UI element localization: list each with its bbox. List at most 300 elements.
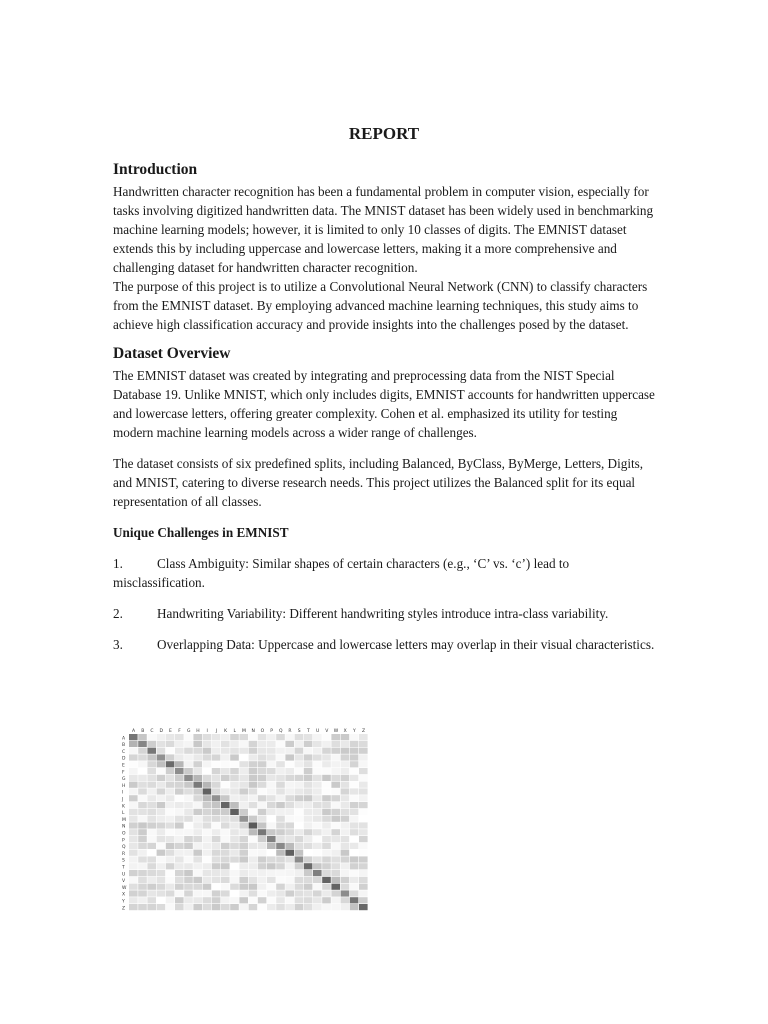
matrix-cell — [157, 884, 166, 890]
matrix-cell — [166, 822, 175, 828]
matrix-cell — [341, 850, 350, 856]
matrix-cell — [249, 816, 258, 822]
matrix-cell — [184, 890, 193, 896]
matrix-cell — [285, 761, 294, 767]
matrix-cell — [129, 775, 138, 781]
report-title: REPORT — [348, 124, 420, 143]
matrix-cell — [276, 748, 285, 754]
matrix-cell — [157, 734, 166, 740]
matrix-cell — [166, 816, 175, 822]
matrix-cell — [304, 829, 313, 835]
matrix-cell — [267, 802, 276, 808]
matrix-cell — [331, 748, 340, 754]
matrix-cell — [221, 843, 230, 849]
matrix-cell — [276, 829, 285, 835]
matrix-cell — [304, 863, 313, 869]
matrix-cell — [304, 741, 313, 747]
matrix-cell — [193, 775, 202, 781]
matrix-cell — [157, 904, 166, 910]
matrix-cell — [147, 884, 156, 890]
matrix-cell — [313, 748, 322, 754]
matrix-cell — [239, 904, 248, 910]
matrix-cell — [184, 795, 193, 801]
matrix-cell — [203, 843, 212, 849]
matrix-cell — [313, 782, 322, 788]
matrix-cell — [175, 768, 184, 774]
matrix-cell — [341, 748, 350, 754]
matrix-cell — [129, 768, 138, 774]
matrix-column-label: N — [251, 729, 255, 734]
matrix-cell — [193, 795, 202, 801]
matrix-cell — [221, 788, 230, 794]
matrix-cell — [166, 884, 175, 890]
matrix-cell — [193, 890, 202, 896]
matrix-cell — [249, 836, 258, 842]
matrix-cell — [212, 809, 221, 815]
matrix-cell — [258, 897, 267, 903]
matrix-cell — [129, 761, 138, 767]
matrix-cell — [341, 741, 350, 747]
matrix-cell — [341, 734, 350, 740]
matrix-cell — [313, 761, 322, 767]
matrix-cell — [341, 809, 350, 815]
matrix-cell — [331, 795, 340, 801]
matrix-cell — [193, 829, 202, 835]
matrix-cell — [239, 836, 248, 842]
matrix-cell — [147, 870, 156, 876]
matrix-cell — [295, 850, 304, 856]
matrix-cell — [239, 802, 248, 808]
matrix-cell — [359, 788, 368, 794]
matrix-cell — [129, 754, 138, 760]
matrix-row-label: X — [122, 892, 126, 898]
matrix-cell — [193, 863, 202, 869]
matrix-cell — [249, 829, 258, 835]
matrix-cell — [175, 782, 184, 788]
matrix-row-label: I — [122, 790, 124, 796]
matrix-cell — [239, 843, 248, 849]
matrix-cell — [221, 741, 230, 747]
matrix-cell — [175, 761, 184, 767]
matrix-cell — [147, 782, 156, 788]
matrix-cell — [258, 816, 267, 822]
matrix-row-label: U — [122, 872, 126, 878]
matrix-cell — [193, 802, 202, 808]
matrix-cell — [249, 843, 258, 849]
matrix-cell — [304, 904, 313, 910]
matrix-cell — [359, 850, 368, 856]
matrix-cell — [267, 754, 276, 760]
matrix-cell — [313, 843, 322, 849]
matrix-cell — [175, 802, 184, 808]
matrix-cell — [147, 877, 156, 883]
matrix-cell — [249, 761, 258, 767]
matrix-cell — [350, 850, 359, 856]
matrix-cell — [230, 843, 239, 849]
matrix-cell — [157, 795, 166, 801]
matrix-cell — [221, 761, 230, 767]
matrix-column-label: Q — [279, 729, 283, 734]
matrix-cell — [193, 782, 202, 788]
matrix-cell — [341, 884, 350, 890]
matrix-cell — [295, 829, 304, 835]
matrix-cell — [249, 802, 258, 808]
matrix-cell — [276, 897, 285, 903]
matrix-cell — [331, 890, 340, 896]
matrix-cell — [295, 734, 304, 740]
matrix-column-label: M — [242, 729, 246, 734]
matrix-cell — [350, 822, 359, 828]
matrix-cell — [138, 741, 147, 747]
matrix-cell — [295, 877, 304, 883]
matrix-cell — [239, 761, 248, 767]
matrix-cell — [212, 748, 221, 754]
matrix-cell — [184, 877, 193, 883]
matrix-cell — [203, 775, 212, 781]
matrix-cell — [157, 782, 166, 788]
matrix-cell — [175, 884, 184, 890]
matrix-cell — [350, 829, 359, 835]
matrix-cell — [331, 850, 340, 856]
matrix-cell — [249, 877, 258, 883]
matrix-cell — [285, 782, 294, 788]
matrix-cell — [331, 816, 340, 822]
matrix-cell — [212, 870, 221, 876]
matrix-cell — [267, 741, 276, 747]
matrix-cell — [313, 836, 322, 842]
matrix-cell — [147, 816, 156, 822]
matrix-cell — [203, 761, 212, 767]
matrix-row-label: J — [122, 797, 124, 803]
matrix-cell — [157, 843, 166, 849]
matrix-cell — [221, 768, 230, 774]
matrix-cell — [221, 877, 230, 883]
matrix-column-label: Y — [353, 729, 356, 734]
matrix-cell — [230, 836, 239, 842]
matrix-cell — [157, 856, 166, 862]
matrix-row-label: M — [122, 817, 126, 823]
matrix-cell — [175, 775, 184, 781]
matrix-cell — [276, 870, 285, 876]
matrix-cell — [304, 788, 313, 794]
matrix-cell — [212, 816, 221, 822]
matrix-cell — [212, 836, 221, 842]
matrix-cell — [129, 863, 138, 869]
matrix-cell — [175, 795, 184, 801]
matrix-cell — [157, 836, 166, 842]
matrix-cell — [359, 890, 368, 896]
matrix-cell — [295, 816, 304, 822]
matrix-cell — [285, 829, 294, 835]
matrix-cell — [341, 836, 350, 842]
matrix-cell — [157, 863, 166, 869]
matrix-cell — [157, 802, 166, 808]
matrix-cell — [359, 754, 368, 760]
matrix-cell — [212, 768, 221, 774]
matrix-cell — [331, 754, 340, 760]
matrix-cell — [285, 836, 294, 842]
matrix-cell — [184, 748, 193, 754]
matrix-cell — [304, 890, 313, 896]
matrix-cell — [322, 775, 331, 781]
matrix-cell — [267, 884, 276, 890]
matrix-cell — [295, 897, 304, 903]
matrix-cell — [322, 748, 331, 754]
matrix-cell — [175, 754, 184, 760]
matrix-cell — [359, 775, 368, 781]
matrix-cell — [166, 782, 175, 788]
matrix-cell — [295, 870, 304, 876]
matrix-cell — [304, 836, 313, 842]
matrix-cell — [212, 829, 221, 835]
matrix-row-label: N — [122, 824, 126, 830]
matrix-cell — [221, 829, 230, 835]
matrix-cell — [350, 809, 359, 815]
matrix-cell — [359, 761, 368, 767]
matrix-cell — [267, 836, 276, 842]
matrix-cell — [276, 782, 285, 788]
matrix-cell — [166, 795, 175, 801]
matrix-cell — [239, 863, 248, 869]
matrix-cell — [322, 809, 331, 815]
matrix-cell — [175, 890, 184, 896]
matrix-cell — [295, 843, 304, 849]
matrix-cell — [138, 856, 147, 862]
matrix-cell — [322, 802, 331, 808]
matrix-row-label: D — [122, 756, 126, 762]
matrix-cell — [295, 802, 304, 808]
matrix-cell — [304, 822, 313, 828]
matrix-cell — [322, 863, 331, 869]
matrix-cell — [341, 761, 350, 767]
matrix-cell — [221, 754, 230, 760]
matrix-cell — [166, 748, 175, 754]
matrix-cell — [285, 843, 294, 849]
matrix-cell — [157, 822, 166, 828]
matrix-cell — [341, 897, 350, 903]
matrix-cell — [166, 877, 175, 883]
matrix-cell — [322, 877, 331, 883]
matrix-cell — [221, 897, 230, 903]
matrix-cell — [239, 734, 248, 740]
matrix-cell — [212, 775, 221, 781]
matrix-cell — [230, 850, 239, 856]
matrix-cell — [166, 788, 175, 794]
matrix-cell — [166, 897, 175, 903]
matrix-cell — [322, 788, 331, 794]
matrix-cell — [322, 754, 331, 760]
matrix-column-label: L — [233, 729, 237, 734]
matrix-cell — [350, 863, 359, 869]
matrix-cell — [203, 870, 212, 876]
matrix-cell — [184, 836, 193, 842]
matrix-cell — [138, 829, 147, 835]
matrix-cell — [166, 904, 175, 910]
matrix-cell — [221, 863, 230, 869]
matrix-cell — [203, 768, 212, 774]
matrix-cell — [138, 734, 147, 740]
matrix-cell — [166, 754, 175, 760]
matrix-cell — [313, 741, 322, 747]
matrix-cell — [221, 734, 230, 740]
matrix-cell — [322, 782, 331, 788]
matrix-cell — [203, 904, 212, 910]
matrix-cell — [184, 816, 193, 822]
matrix-cell — [175, 836, 184, 842]
matrix-cell — [175, 843, 184, 849]
matrix-cell — [147, 850, 156, 856]
matrix-cell — [193, 748, 202, 754]
matrix-cell — [157, 850, 166, 856]
matrix-cell — [313, 884, 322, 890]
matrix-cell — [295, 795, 304, 801]
matrix-cell — [147, 795, 156, 801]
matrix-cell — [249, 890, 258, 896]
matrix-cell — [166, 734, 175, 740]
matrix-cell — [341, 843, 350, 849]
matrix-cell — [166, 850, 175, 856]
matrix-cell — [322, 829, 331, 835]
matrix-cell — [175, 863, 184, 869]
matrix-cell — [129, 836, 138, 842]
matrix-cell — [212, 904, 221, 910]
matrix-cell — [212, 822, 221, 828]
matrix-cell — [304, 761, 313, 767]
matrix-cell — [147, 748, 156, 754]
challenge-text: Class Ambiguity: Similar shapes of certain characters (e.g., ‘C’ vs. ‘c’) lead to misclassification. — [113, 556, 570, 590]
matrix-cell — [203, 734, 212, 740]
matrix-cell — [203, 788, 212, 794]
matrix-cell — [313, 788, 322, 794]
matrix-cell — [193, 877, 202, 883]
matrix-cell — [267, 748, 276, 754]
matrix-cell — [175, 856, 184, 862]
matrix-cell — [285, 741, 294, 747]
matrix-cell — [147, 904, 156, 910]
matrix-cell — [359, 795, 368, 801]
matrix-cell — [239, 782, 248, 788]
matrix-cell — [184, 870, 193, 876]
matrix-cell — [221, 782, 230, 788]
matrix-cell — [267, 775, 276, 781]
matrix-cell — [258, 822, 267, 828]
matrix-cell — [285, 809, 294, 815]
matrix-cell — [147, 775, 156, 781]
matrix-cell — [322, 884, 331, 890]
matrix-cell — [166, 836, 175, 842]
matrix-cell — [129, 884, 138, 890]
matrix-cell — [212, 802, 221, 808]
matrix-cell — [230, 904, 239, 910]
matrix-cell — [267, 890, 276, 896]
matrix-cell — [276, 795, 285, 801]
matrix-cell — [304, 734, 313, 740]
matrix-cell — [147, 897, 156, 903]
matrix-cell — [193, 836, 202, 842]
matrix-cell — [212, 795, 221, 801]
matrix-cell — [276, 863, 285, 869]
matrix-cell — [331, 904, 340, 910]
matrix-cell — [249, 884, 258, 890]
matrix-column-label: S — [297, 729, 301, 734]
matrix-cell — [295, 748, 304, 754]
matrix-cell — [322, 741, 331, 747]
matrix-cell — [341, 816, 350, 822]
matrix-cell — [138, 890, 147, 896]
matrix-cell — [276, 802, 285, 808]
matrix-cell — [193, 870, 202, 876]
matrix-cell — [147, 843, 156, 849]
matrix-cell — [285, 734, 294, 740]
matrix-cell — [203, 829, 212, 835]
matrix-cell — [359, 836, 368, 842]
matrix-cell — [184, 843, 193, 849]
matrix-column-label: U — [315, 729, 320, 734]
matrix-cell — [267, 843, 276, 849]
matrix-cell — [267, 768, 276, 774]
matrix-cell — [221, 904, 230, 910]
matrix-cell — [313, 890, 322, 896]
matrix-row-label: O — [122, 831, 126, 837]
matrix-cell — [276, 884, 285, 890]
matrix-cell — [285, 768, 294, 774]
matrix-cell — [239, 829, 248, 835]
matrix-cell — [221, 795, 230, 801]
introduction-section — [113, 160, 658, 334]
matrix-cell — [147, 741, 156, 747]
matrix-cell — [184, 884, 193, 890]
matrix-cell — [249, 748, 258, 754]
matrix-cell — [184, 775, 193, 781]
matrix-cell — [147, 863, 156, 869]
matrix-cell — [276, 850, 285, 856]
matrix-cell — [147, 822, 156, 828]
matrix-cell — [341, 775, 350, 781]
matrix-cell — [267, 863, 276, 869]
matrix-cell — [285, 775, 294, 781]
matrix-cell — [313, 775, 322, 781]
matrix-cell — [258, 836, 267, 842]
matrix-cell — [166, 856, 175, 862]
matrix-cell — [129, 822, 138, 828]
dataset-overview-paragraph-1: The EMNIST dataset was created by integrating and preprocessing data from the NIST Special Database 19. Unlike MNIST, which only includes digits, EMNIST accounts for handwritten uppercase and lowercase letters, offering greater complexity. Cohen et al. emphasized its utility for testing modern machine learning models across a wider range of challenges. — [113, 368, 655, 440]
matrix-cell — [175, 734, 184, 740]
matrix-cell — [313, 822, 322, 828]
matrix-cell — [304, 856, 313, 862]
matrix-cell — [157, 748, 166, 754]
matrix-cell — [331, 829, 340, 835]
matrix-cell — [322, 768, 331, 774]
matrix-cell — [313, 877, 322, 883]
matrix-row-label: R — [122, 851, 126, 857]
matrix-cell — [350, 768, 359, 774]
matrix-cell — [239, 768, 248, 774]
matrix-cell — [258, 850, 267, 856]
matrix-cell — [138, 782, 147, 788]
matrix-cell — [203, 748, 212, 754]
matrix-cell — [258, 904, 267, 910]
matrix-cell — [276, 856, 285, 862]
matrix-cell — [331, 734, 340, 740]
matrix-cell — [295, 809, 304, 815]
matrix-cell — [193, 884, 202, 890]
matrix-cell — [212, 761, 221, 767]
matrix-cell — [258, 843, 267, 849]
matrix-cell — [138, 768, 147, 774]
matrix-cell — [230, 877, 239, 883]
challenges-heading: Unique Challenges in EMNIST — [113, 525, 289, 540]
matrix-cell — [258, 829, 267, 835]
